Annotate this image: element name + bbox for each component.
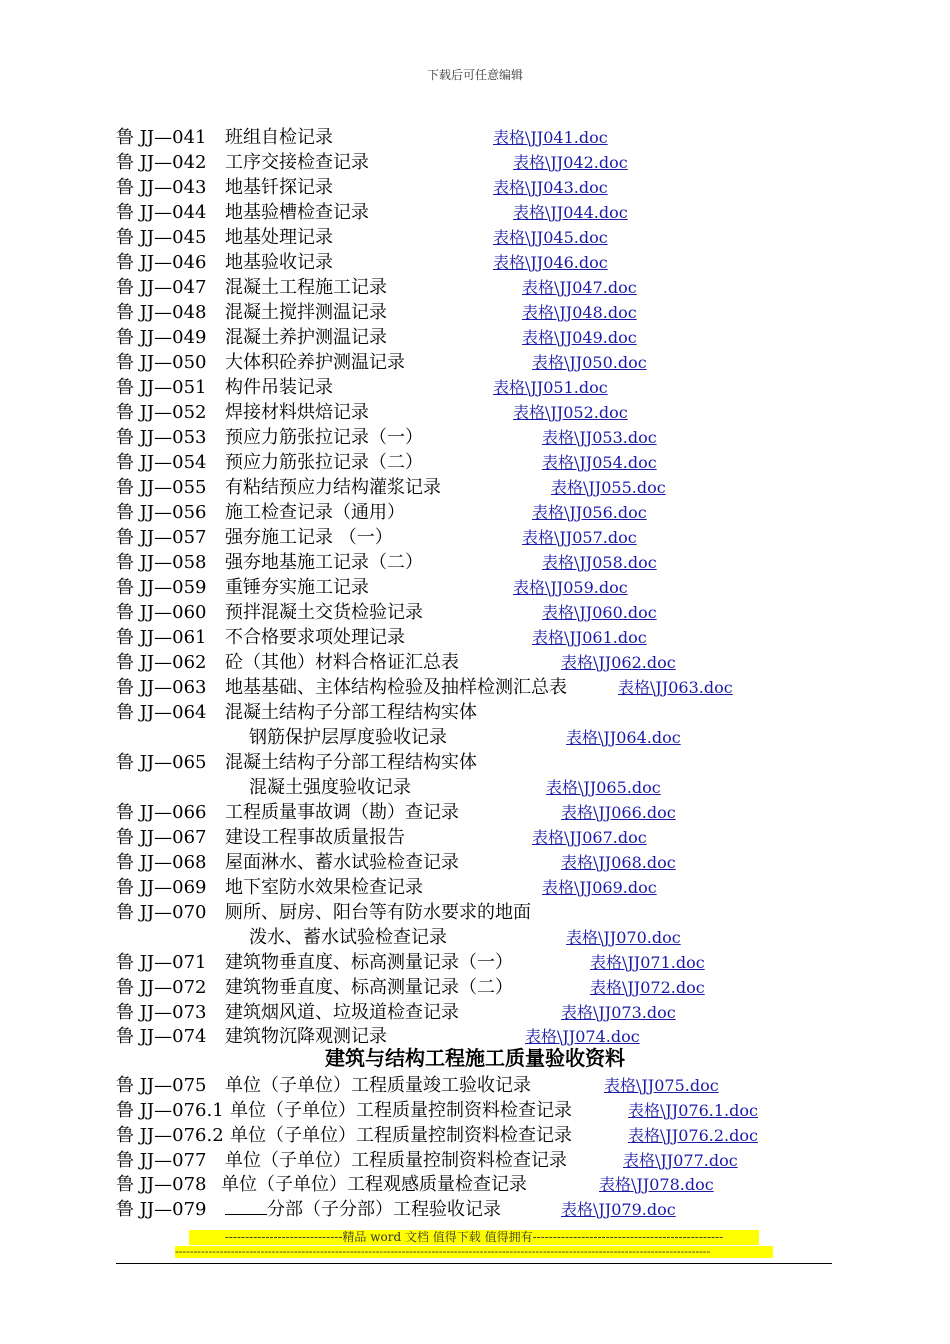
record-name: 地下室防水效果检查记录 [225, 877, 423, 898]
record-name: 强夯施工记录 （一） [225, 527, 393, 548]
doc-link[interactable]: 表格\JJ042.doc [513, 153, 628, 172]
record-code: 鲁 JJ—051 [116, 377, 207, 398]
doc-link[interactable]: 表格\JJ077.doc [623, 1151, 738, 1170]
doc-link[interactable]: 表格\JJ057.doc [522, 528, 637, 547]
doc-link[interactable]: 表格\JJ059.doc [513, 578, 628, 597]
record-code: 鲁 JJ—061 [116, 627, 207, 648]
record-code: 鲁 JJ—076.2 [116, 1125, 224, 1146]
record-name [225, 1197, 501, 1222]
record-code: 鲁 JJ—049 [116, 327, 207, 348]
record-name: 强夯地基施工记录（二） [225, 552, 423, 573]
record-name: 预拌混凝土交货检验记录 [225, 602, 423, 623]
record-name: 单位（子单位）工程质量竣工验收记录 [225, 1075, 531, 1096]
doc-link[interactable]: 表格\JJ076.1.doc [628, 1101, 758, 1120]
doc-link[interactable]: 表格\JJ074.doc [525, 1027, 640, 1046]
doc-link[interactable]: 表格\JJ079.doc [561, 1200, 676, 1219]
record-code: 鲁 JJ—079 [116, 1199, 207, 1220]
record-code: 鲁 JJ—075 [116, 1075, 207, 1096]
record-name: 重锤夯实施工记录 [225, 577, 369, 598]
record-name: 屋面淋水、蓄水试验检查记录 [225, 852, 459, 873]
doc-link[interactable]: 表格\JJ045.doc [493, 228, 608, 247]
record-name-text: 分部（子分部）工程验收记录 [267, 1199, 501, 1220]
record-name: 焊接材料烘焙记录 [225, 402, 369, 423]
doc-link[interactable]: 表格\JJ063.doc [618, 678, 733, 697]
record-name: 预应力筋张拉记录（二） [225, 452, 423, 473]
record-name: 施工检查记录（通用） [225, 502, 405, 523]
record-code: 鲁 JJ—058 [116, 552, 207, 573]
blank-underline [225, 1198, 267, 1215]
record-name: 地基验收记录 [225, 252, 333, 273]
record-name: 混凝土结构子分部工程结构实体 [225, 702, 477, 723]
record-code: 鲁 JJ—052 [116, 402, 207, 423]
doc-link[interactable]: 表格\JJ052.doc [513, 403, 628, 422]
doc-link[interactable]: 表格\JJ072.doc [590, 978, 705, 997]
record-name: 地基钎探记录 [225, 177, 333, 198]
record-code: 鲁 JJ—065 [116, 752, 207, 773]
record-code: 鲁 JJ—064 [116, 702, 207, 723]
record-name: 工序交接检查记录 [225, 152, 369, 173]
doc-link[interactable]: 表格\JJ046.doc [493, 253, 608, 272]
doc-link[interactable]: 表格\JJ070.doc [566, 928, 681, 947]
record-code: 鲁 JJ—067 [116, 827, 207, 848]
doc-link[interactable]: 表格\JJ069.doc [542, 878, 657, 897]
record-code: 鲁 JJ—054 [116, 452, 207, 473]
record-name: 不合格要求项处理记录 [225, 627, 405, 648]
record-name: 大体积砼养护测温记录 [225, 352, 405, 373]
record-code: 鲁 JJ—042 [116, 152, 207, 173]
record-name: 建设工程事故质量报告 [225, 827, 405, 848]
record-name: 预应力筋张拉记录（一） [225, 427, 423, 448]
record-code: 鲁 JJ—045 [116, 227, 207, 248]
doc-link[interactable]: 表格\JJ050.doc [532, 353, 647, 372]
doc-link[interactable]: 表格\JJ076.2.doc [628, 1126, 758, 1145]
record-code: 鲁 JJ—053 [116, 427, 207, 448]
record-name: 工程质量事故调（勘）查记录 [225, 802, 459, 823]
record-name: 建筑物垂直度、标高测量记录（一） [225, 952, 513, 973]
page-header: 下载后可任意编辑 [426, 68, 523, 82]
doc-link[interactable]: 表格\JJ044.doc [513, 203, 628, 222]
record-name: 建筑烟风道、垃圾道检查记录 [225, 1002, 459, 1023]
record-code: 鲁 JJ—062 [116, 652, 207, 673]
record-name: 班组自检记录 [225, 127, 333, 148]
record-code: 鲁 JJ—056 [116, 502, 207, 523]
footer-dashes: ------------------------------------------------------------------------------------------------------------------------------------------------ [175, 1246, 773, 1258]
record-code: 鲁 JJ—057 [116, 527, 207, 548]
doc-link[interactable]: 表格\JJ048.doc [522, 303, 637, 322]
record-name: 混凝土工程施工记录 [225, 277, 387, 298]
doc-link[interactable]: 表格\JJ064.doc [566, 728, 681, 747]
doc-link[interactable]: 表格\JJ067.doc [532, 828, 647, 847]
doc-link[interactable]: 表格\JJ073.doc [561, 1003, 676, 1022]
record-code: 鲁 JJ—047 [116, 277, 207, 298]
doc-link[interactable]: 表格\JJ061.doc [532, 628, 647, 647]
record-code: 鲁 JJ—073 [116, 1002, 207, 1023]
record-name: 砼（其他）材料合格证汇总表 [225, 652, 459, 673]
record-code: 鲁 JJ—070 [116, 902, 207, 923]
record-code: 鲁 JJ—078 [116, 1174, 207, 1195]
record-code: 鲁 JJ—059 [116, 577, 207, 598]
doc-link[interactable]: 表格\JJ065.doc [546, 778, 661, 797]
record-code: 鲁 JJ—076.1 [116, 1100, 224, 1121]
doc-link[interactable]: 表格\JJ071.doc [590, 953, 705, 972]
record-code: 鲁 JJ—060 [116, 602, 207, 623]
record-name: 厕所、厨房、阳台等有防水要求的地面 [225, 902, 531, 923]
doc-link[interactable]: 表格\JJ047.doc [522, 278, 637, 297]
record-code: 鲁 JJ—077 [116, 1150, 207, 1171]
record-name: 有粘结预应力结构灌浆记录 [225, 477, 441, 498]
record-code: 鲁 JJ—072 [116, 977, 207, 998]
doc-link[interactable]: 表格\JJ058.doc [542, 553, 657, 572]
record-name: 混凝土强度验收记录 [249, 777, 411, 798]
record-code: 鲁 JJ—050 [116, 352, 207, 373]
doc-link[interactable]: 表格\JJ062.doc [561, 653, 676, 672]
record-code: 鲁 JJ—071 [116, 952, 207, 973]
record-name: 单位（子单位）工程质量控制资料检查记录 [230, 1100, 572, 1121]
record-name: 单位（子单位）工程质量控制资料检查记录 [230, 1125, 572, 1146]
record-name: 建筑物垂直度、标高测量记录（二） [225, 977, 513, 998]
record-name: 钢筋保护层厚度验收记录 [249, 727, 447, 748]
doc-link[interactable]: 表格\JJ054.doc [542, 453, 657, 472]
record-name: 构件吊装记录 [225, 377, 333, 398]
record-name: 泼水、蓄水试验检查记录 [249, 927, 447, 948]
record-name: 建筑物沉降观测记录 [225, 1026, 387, 1047]
record-code: 鲁 JJ—055 [116, 477, 207, 498]
record-name: 地基验槽检查记录 [225, 202, 369, 223]
doc-link[interactable]: 表格\JJ053.doc [542, 428, 657, 447]
footer-rule [116, 1263, 832, 1264]
doc-link[interactable]: 表格\JJ060.doc [542, 603, 657, 622]
record-code: 鲁 JJ—041 [116, 127, 207, 148]
doc-link[interactable]: 表格\JJ075.doc [604, 1076, 719, 1095]
record-code: 鲁 JJ—074 [116, 1026, 207, 1047]
record-name: 地基处理记录 [225, 227, 333, 248]
record-name: 地基基础、主体结构检验及抽样检测汇总表 [225, 677, 567, 698]
record-code: 鲁 JJ—066 [116, 802, 207, 823]
record-name: 混凝土养护测温记录 [225, 327, 387, 348]
record-code: 鲁 JJ—048 [116, 302, 207, 323]
doc-link[interactable]: 表格\JJ049.doc [522, 328, 637, 347]
record-code: 鲁 JJ—063 [116, 677, 207, 698]
record-name: 混凝土结构子分部工程结构实体 [225, 752, 477, 773]
doc-link[interactable]: 表格\JJ056.doc [532, 503, 647, 522]
doc-link[interactable]: 表格\JJ041.doc [493, 128, 608, 147]
record-name: 单位（子单位）工程质量控制资料检查记录 [225, 1150, 567, 1171]
doc-link[interactable]: 表格\JJ078.doc [599, 1175, 714, 1194]
doc-link[interactable]: 表格\JJ068.doc [561, 853, 676, 872]
section-title: 建筑与结构工程施工质量验收资料 [325, 1046, 625, 1070]
record-name: 混凝土搅拌测温记录 [225, 302, 387, 323]
record-code: 鲁 JJ—069 [116, 877, 207, 898]
record-code: 鲁 JJ—044 [116, 202, 207, 223]
doc-link[interactable]: 表格\JJ051.doc [493, 378, 608, 397]
doc-link[interactable]: 表格\JJ043.doc [493, 178, 608, 197]
doc-link[interactable]: 表格\JJ055.doc [551, 478, 666, 497]
doc-link[interactable]: 表格\JJ066.doc [561, 803, 676, 822]
record-name: 单位（子单位）工程观感质量检查记录 [221, 1174, 527, 1195]
record-code: 鲁 JJ—046 [116, 252, 207, 273]
record-code: 鲁 JJ—043 [116, 177, 207, 198]
footer-banner: -----------------------------精品 word 文档 值得下载 值得拥有----------------------------------------------- [189, 1230, 759, 1245]
record-code: 鲁 JJ—068 [116, 852, 207, 873]
